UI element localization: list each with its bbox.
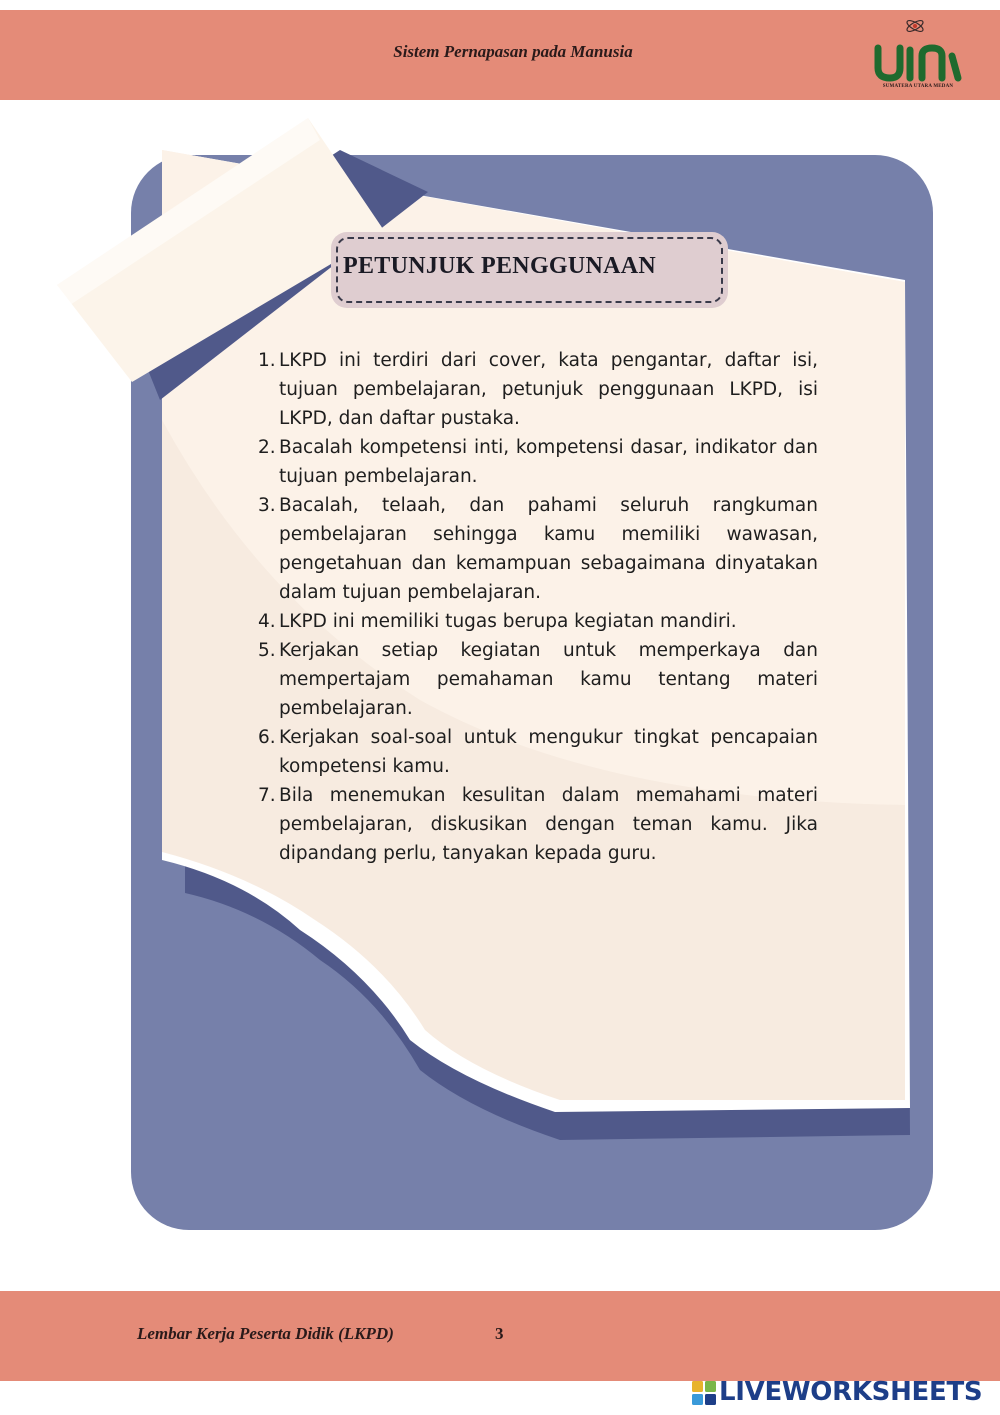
watermark-text[interactable]: LIVEWORKSHEETS — [719, 1377, 983, 1407]
instruction-list — [258, 346, 818, 868]
list-item — [258, 781, 818, 868]
list-item-number: 6. — [258, 727, 276, 748]
list-item-number: 1. — [258, 350, 276, 371]
footer-title: Lembar Kerja Peserta Didik (LKPD) — [137, 1324, 394, 1343]
section-title: PETUNJUK PENGGUNAAN — [343, 253, 657, 279]
list-item — [258, 346, 818, 433]
list-item-text: Kerjakan soal-soal untuk mengukur tingkat pencapaian kompetensi kamu. — [279, 727, 818, 777]
list-item-number: 4. — [258, 611, 276, 632]
list-item-number: 3. — [258, 495, 276, 516]
list-item-number: 7. — [258, 785, 276, 806]
list-item-text: Bacalah kompetensi inti, kompetensi dasar, indikator dan tujuan pembelajaran. — [279, 437, 818, 487]
list-item-text: LKPD ini memiliki tugas berupa kegiatan mandiri. — [279, 611, 737, 632]
page-number: 3 — [495, 1324, 504, 1343]
list-item-text: Bila menemukan kesulitan dalam memahami materi pembelajaran, diskusikan dengan teman kamu. Jika dipandang perlu, tanyakan kepada guru. — [279, 785, 818, 864]
list-item — [258, 433, 818, 491]
list-item-number: 2. — [258, 437, 276, 458]
logo-caption: SUMATERA UTARA MEDAN — [882, 84, 954, 89]
list-item — [258, 723, 818, 781]
list-item-number: 5. — [258, 640, 276, 661]
list-item-text: LKPD ini terdiri dari cover, kata pengantar, daftar isi, tujuan pembelajaran, petunjuk penggunaan LKPD, isi LKPD, dan daftar pustaka. — [279, 350, 818, 429]
section-title-box — [331, 232, 728, 308]
list-item — [258, 607, 818, 636]
list-item — [258, 491, 818, 607]
header-title: Sistem Pernapasan pada Manusia — [393, 42, 633, 61]
list-item — [258, 636, 818, 723]
list-item-text: Bacalah, telaah, dan pahami seluruh rangkuman pembelajaran sehingga kamu memiliki wawasan, pengetahuan dan kemampuan sebagaimana dinyatakan dalam tujuan pembelajaran. — [279, 495, 818, 603]
liveworksheets-logo-icon[interactable] — [692, 1381, 716, 1405]
list-item-text: Kerjakan setiap kegiatan untuk memperkaya dan mempertajam pemahaman kamu tentang materi pembelajaran. — [279, 640, 818, 719]
